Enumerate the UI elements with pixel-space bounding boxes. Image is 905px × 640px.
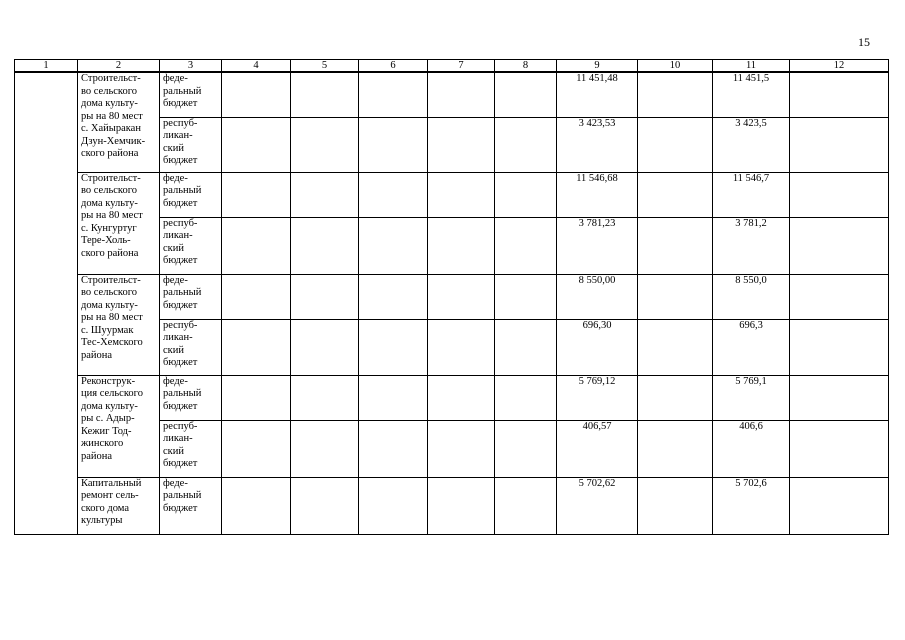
funding-source: феде- ральный бюджет xyxy=(160,172,222,217)
funding-source: феде- ральный бюджет xyxy=(160,274,222,319)
funding-source: респуб- ликан- ский бюджет xyxy=(160,420,222,477)
table-row xyxy=(15,477,889,534)
funding-source: респуб- ликан- ский бюджет xyxy=(160,217,222,274)
funding-source: феде- ральный бюджет xyxy=(160,477,222,534)
column-header: 2 xyxy=(78,60,160,73)
column-1-cell xyxy=(15,72,78,534)
funding-source: респуб- ликан- ский бюджет xyxy=(160,319,222,375)
table-row xyxy=(15,375,889,420)
funding-source: респуб- ликан- ский бюджет xyxy=(160,117,222,172)
object-name: Реконструк- ция сельского дома культу- ры с. Адыр- Кежиг Тод- жинского района xyxy=(78,375,160,477)
column-header: 10 xyxy=(638,60,713,73)
amount-col11: 3 423,5 xyxy=(713,117,790,172)
amount-col11: 8 550,0 xyxy=(713,274,790,319)
object-name: Строительст- во сельского дома культу- ры на 80 мест с. Кунгуртуг Тере-Холь- ского района xyxy=(78,172,160,274)
amount-col11: 11 546,7 xyxy=(713,172,790,217)
object-name: Капитальный ремонт сель- ского дома культуры xyxy=(78,477,160,534)
column-header: 1 xyxy=(15,60,78,73)
amount-col9: 5 769,12 xyxy=(557,375,638,420)
column-header: 11 xyxy=(713,60,790,73)
amount-col11: 5 769,1 xyxy=(713,375,790,420)
amount-col9: 8 550,00 xyxy=(557,274,638,319)
amount-col11: 11 451,5 xyxy=(713,72,790,117)
amount-col11: 406,6 xyxy=(713,420,790,477)
funding-source: феде- ральный бюджет xyxy=(160,375,222,420)
amount-col11: 3 781,2 xyxy=(713,217,790,274)
table-row xyxy=(15,274,889,319)
amount-col9: 11 451,48 xyxy=(557,72,638,117)
column-header: 8 xyxy=(495,60,557,73)
column-header: 4 xyxy=(222,60,291,73)
column-header: 5 xyxy=(291,60,359,73)
column-header: 3 xyxy=(160,60,222,73)
column-header: 9 xyxy=(557,60,638,73)
amount-col11: 5 702,6 xyxy=(713,477,790,534)
column-header: 6 xyxy=(359,60,428,73)
amount-col9: 696,30 xyxy=(557,319,638,375)
table-row xyxy=(15,172,889,217)
budget-table xyxy=(14,59,889,535)
object-name: Строительст- во сельского дома культу- ры на 80 мест с. Шуурмак Тес-Хемского района xyxy=(78,274,160,375)
column-header: 7 xyxy=(428,60,495,73)
header-row xyxy=(15,60,889,73)
amount-col9: 3 423,53 xyxy=(557,117,638,172)
table-row xyxy=(15,72,889,117)
amount-col11: 696,3 xyxy=(713,319,790,375)
amount-col9: 5 702,62 xyxy=(557,477,638,534)
amount-col9: 11 546,68 xyxy=(557,172,638,217)
column-header: 12 xyxy=(790,60,889,73)
funding-source: феде- ральный бюджет xyxy=(160,72,222,117)
page-number: 15 xyxy=(858,35,870,49)
amount-col9: 406,57 xyxy=(557,420,638,477)
amount-col9: 3 781,23 xyxy=(557,217,638,274)
object-name: Строительст- во сельского дома культу- ры на 80 мест с. Хайыракан Дзун-Хемчик- ского района xyxy=(78,72,160,172)
